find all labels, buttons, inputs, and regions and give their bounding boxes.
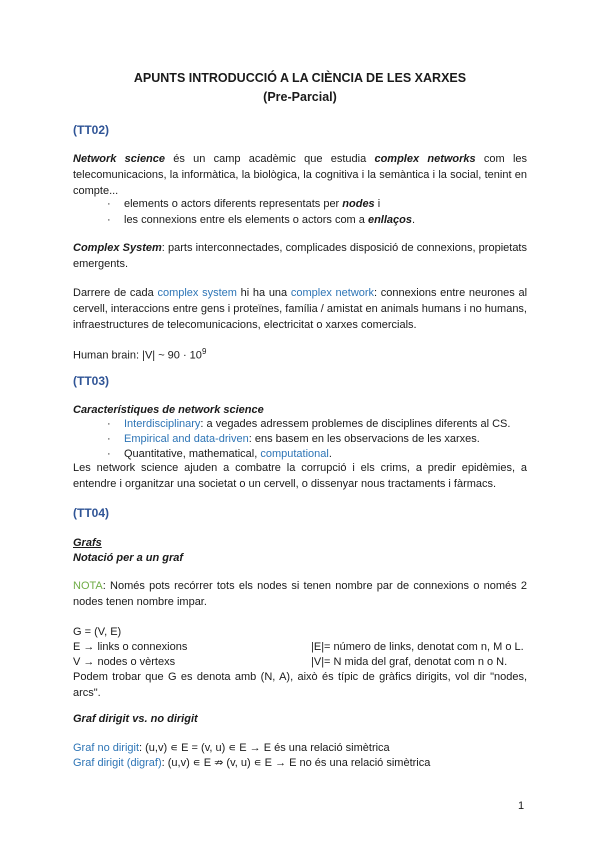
term-complex-system: Complex System: [73, 242, 162, 254]
bullet-dot: ·: [107, 433, 111, 445]
vertices-definition: V → nodes o vèrtexs: [73, 656, 176, 668]
directed-graph-line: Graf dirigit (digraf): (u,v) ∊ E ⇏ (v, u) ∊ E → E no és una relació simètrica: [73, 757, 431, 769]
directed-vs-undirected-subheading: Graf dirigit vs. no dirigit: [73, 713, 198, 725]
network-science-paragraph: Network science és un camp acadèmic que estudia complex networks com les telecomunicacions, la informàtica, la biològica, la cognitiva i la semàntica i la social, tenint en compte...: [73, 153, 528, 197]
empirical-link[interactable]: Empirical and data-driven: [124, 433, 249, 445]
notation-paragraph: Podem trobar que G es denota amb (N, A), això és típic de gràfics dirigits, vol dir "nodes, arcs".: [73, 671, 527, 699]
document-page: APUNTS INTRODUCCIÓ A LA CIÈNCIA DE LES XARXES (Pre-Parcial) (TT02) Network science és un camp acadèmic que estudia complex networks com les telecomunicacions, la informàtica, la biològica, la cognitiva i la semàntica i la social, tenint en compte... · elements o actors diferents representats per nodes i · les connexions entre els elements o actors com a enllaços. Complex System: parts interconnectades, complicades disposició de connexions, propietats emergents. Darrere de cada complex system hi ha una complex network: connexions entre neurones al cervell, interaccions entre gens i proteïnes, família / amistat en animals humans i no humans, infraestructures de telecomunicacions, electricitat o xarxes comercials. Human brain: |V| ~ $90 \cdot 10^9$ (TT03) Característiques de network science · Interdisciplinary: a vegades adressem problemes de disciplines diferents al CS. · Empirical and data-driven: ens basem en les observacions de les xarxes. · Quantitative, mathematical, computational. Les network science ajuden a combatre la corrupció i els crims, a predir epidèmies, a entendre i organitzar una societat o un cervell, o dissenyar nous tractaments i fàrmacs. (TT04) Grafs Notació per a un graf NOTA: Només pots recórrer tots els nodes si tenen nombre par de connexions o només 2 nodes tenen nombre impar. G = (V, E) E → links o connexions |E|= número de links, denotat com n, M o L. V → nodes o vèrtexs |V|= N mida del graf, denotat com n o N. Podem trobar que G es denota amb (N, A), això és típic de gràfics dirigits, vol dir "nodes, arcs". Graf dirigit vs. no dirigit Graf no dirigit: (u,v) ∊ E = (v, u) ∊ E → E és una relació simètrica Graf dirigit (digraf): (u,v) ∊ E ⇏ (v, u) ∊ E → E no és una relació simètrica 1: [0, 0, 600, 848]
notation-subheading: Notació per a un graf: [73, 552, 184, 564]
vertices-count-definition: |V|= N mida del graf, denotat com n o N.: [311, 656, 508, 668]
section-heading-tt03: (TT03): [73, 374, 109, 388]
computational-link[interactable]: computational: [260, 448, 329, 460]
document-subtitle: (Pre-Parcial): [263, 90, 337, 104]
page-number: 1: [518, 800, 525, 812]
characteristics-subheading: Característiques de network science: [73, 404, 264, 416]
undirected-graph-line: Graf no dirigit: (u,v) ∊ E = (v, u) ∊ E → E és una relació simètrica: [73, 742, 390, 754]
bullet-dot: ·: [107, 198, 111, 210]
interdisciplinary-link[interactable]: Interdisciplinary: [124, 418, 201, 430]
bullet-dot: ·: [107, 418, 111, 430]
nota-paragraph: NOTA: Només pots recórrer tots els nodes si tenen nombre par de connexions o només 2 nodes tenen nombre impar.: [73, 580, 527, 608]
graph-definition: G = (V, E): [73, 626, 122, 638]
complex-system-paragraph: Complex System: parts interconnectades, complicades disposició de connexions, propietats emergents.: [73, 242, 527, 270]
directed-graph-link[interactable]: Graf dirigit (digraf): [73, 757, 162, 769]
complex-network-paragraph: Darrere de cada complex system hi ha una complex network: connexions entre neurones al cervell, interaccions entre gens i proteïnes, família / amistat en animals humans i no humans, infraestructures de telecomunicacions, electricitat o xarxes comercials.: [73, 287, 528, 331]
bullet-dot: ·: [107, 214, 111, 226]
term-complex-networks: complex networks: [374, 153, 476, 165]
network-science-uses-paragraph: Les network science ajuden a combatre la corrupció i els crims, a predir epidèmies, a entendre i organitzar una societat o un cervell, o dissenyar nous tractaments i fàrmacs.: [73, 462, 527, 490]
undirected-graph-link[interactable]: Graf no dirigit: [73, 742, 140, 754]
edges-count-definition: |E|= número de links, denotat com n, M o L.: [311, 641, 524, 653]
section-heading-tt04: (TT04): [73, 506, 109, 520]
bullet-dot: ·: [107, 448, 111, 460]
complex-network-link[interactable]: complex network: [290, 287, 375, 299]
grafs-subheading: Grafs: [73, 537, 102, 549]
term-network-science: Network science: [73, 153, 166, 165]
nota-label: NOTA: [73, 580, 103, 592]
edges-definition: E → links o connexions: [73, 641, 188, 653]
section-heading-tt02: (TT02): [73, 123, 109, 137]
document-title: APUNTS INTRODUCCIÓ A LA CIÈNCIA DE LES XARXES: [133, 71, 467, 85]
complex-system-link[interactable]: complex system: [157, 287, 237, 299]
human-brain-line: Human brain: |V| ~ $90 \cdot 10^9$: [73, 347, 207, 362]
